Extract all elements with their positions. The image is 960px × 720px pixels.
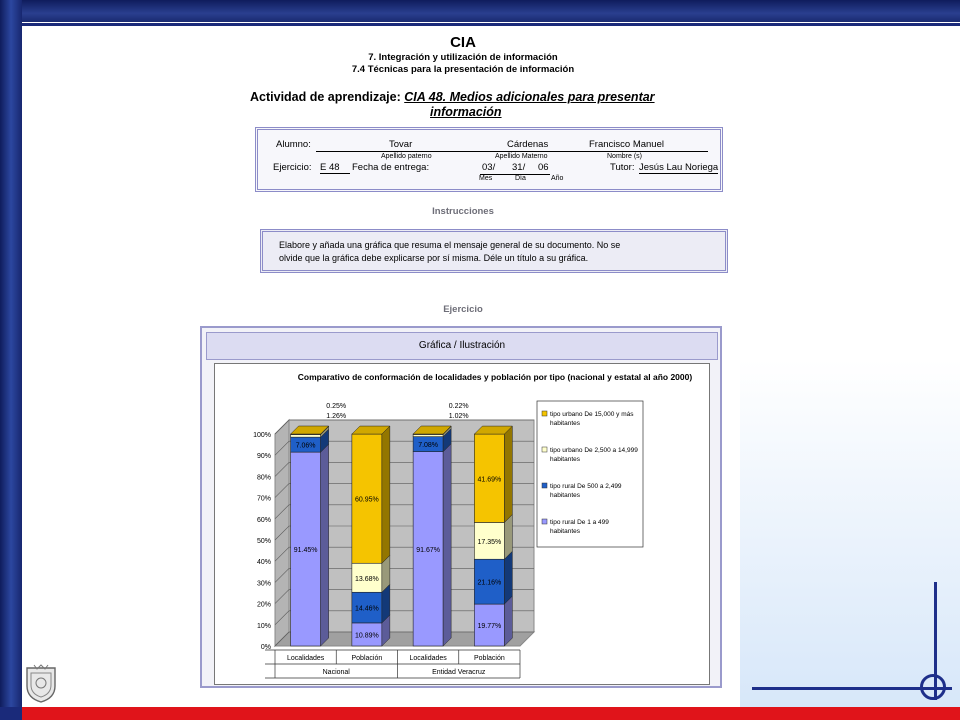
chart-area: [214, 363, 710, 685]
y-tick-label: 90%: [256, 453, 271, 461]
data-label: 91.67%: [416, 546, 440, 554]
background-gradient: [740, 360, 960, 707]
anio-caption: Año: [551, 175, 564, 182]
apellido-paterno-value: Tovar: [389, 139, 413, 150]
annotation-label: 1.02%: [448, 413, 469, 420]
top-banner: [0, 0, 960, 22]
nombre-caption: Nombre (s): [607, 153, 643, 160]
y-tick-label: 80%: [256, 474, 271, 482]
bar-segment-side: [504, 426, 512, 522]
y-tick-label: 40%: [256, 559, 271, 567]
alumno-label: Alumno:: [276, 139, 311, 150]
legend-label: habitantes: [550, 492, 580, 499]
annotation-label: 0.25%: [326, 403, 347, 410]
legend-label: habitantes: [550, 528, 580, 535]
data-label: 19.77%: [477, 623, 502, 631]
bottom-banner: [0, 707, 960, 720]
data-label: 13.68%: [355, 575, 379, 583]
bar-segment-side: [504, 596, 512, 646]
activity-label: Actividad de aprendizaje:: [250, 90, 401, 104]
x-tick-label: Población: [351, 655, 383, 662]
university-seal-icon: [24, 664, 58, 704]
y-tick-label: 20%: [256, 601, 271, 609]
subsection-heading: 7.4 Técnicas para la presentación de información: [351, 64, 575, 75]
legend-label: habitantes: [550, 420, 580, 427]
bar-segment-side: [443, 444, 451, 646]
tutor-label: Tutor:: [610, 162, 635, 173]
fecha-label: Fecha de entrega:: [352, 162, 430, 173]
data-label: 14.46%: [355, 605, 379, 613]
x-tick-label: Población: [474, 655, 505, 662]
legend-swatch: [542, 519, 547, 524]
bar-segment-side: [504, 551, 512, 604]
group-label: Nacional: [322, 669, 350, 676]
document-page: [188, 28, 738, 692]
annotation-label: 1.26%: [326, 413, 347, 420]
ejercicio-label: Ejercicio:: [273, 162, 312, 173]
section-heading: 7. Integración y utilización de información: [368, 52, 558, 63]
legend-label: tipo urbano De 2,500 a 14,999: [550, 447, 638, 454]
legend-swatch: [542, 447, 547, 452]
y-tick-label: 50%: [256, 538, 271, 545]
legend-label: tipo rural De 1 a 499: [550, 519, 609, 526]
top-divider: [22, 23, 960, 26]
fecha-anio: 06: [538, 162, 549, 173]
tutor-value: Jesús Lau Noriega: [639, 162, 719, 173]
apellido-paterno-caption: Apellido paterno: [381, 153, 432, 160]
apellido-materno-caption: Apellido Materno: [495, 153, 548, 160]
bar-segment-side: [382, 426, 390, 563]
bar-segment: [291, 435, 321, 438]
nombre-value: Francisco Manuel: [589, 139, 664, 150]
activity-title: CIA 48. Medios adicionales para presentar: [404, 90, 655, 104]
chart-frame: [200, 326, 722, 688]
data-label: 7.08%: [418, 442, 439, 450]
legend-swatch: [542, 483, 547, 488]
instructions-heading: Instrucciones: [432, 206, 494, 217]
data-label: 41.69%: [477, 476, 502, 484]
fecha-mes: 03/: [482, 162, 496, 173]
instructions-box: [260, 229, 728, 273]
x-tick-label: Localidades: [409, 655, 447, 662]
group-label: Entidad Veracruz: [432, 669, 486, 676]
mes-caption: Mes: [479, 175, 493, 182]
chart-banner: Gráfica / Ilustración: [206, 332, 718, 360]
exercise-heading: Ejercicio: [443, 304, 483, 315]
legend-label: habitantes: [550, 456, 580, 463]
fecha-dia: 31/: [512, 162, 526, 173]
data-label: 17.35%: [477, 538, 502, 546]
instructions-line-2: olvide que la gráfica debe explicarse por sí misma. Déle un título a su gráfica.: [279, 253, 589, 263]
page-title: CIA: [450, 34, 476, 51]
annotation-label: 0.22%: [448, 403, 469, 410]
left-banner: [0, 0, 22, 708]
y-tick-label: 70%: [256, 495, 271, 503]
y-tick-label: 0%: [260, 644, 271, 651]
x-tick-label: Localidades: [286, 655, 325, 662]
data-label: 60.95%: [355, 496, 379, 504]
stacked-bar-chart: [215, 364, 709, 684]
dia-caption: Día: [515, 175, 526, 182]
apellido-materno-value: Cárdenas: [507, 139, 549, 150]
instructions-line-1: Elabore y añada una gráfica que resuma el mensaje general de su documento. No se: [279, 240, 621, 250]
data-label: 7.06%: [295, 442, 316, 450]
legend-swatch: [542, 411, 547, 416]
legend-label: tipo rural De 500 a 2,499: [550, 483, 622, 490]
y-tick-label: 60%: [256, 516, 271, 524]
bar-segment: [413, 434, 443, 436]
legend-label: tipo urbano De 15,000 y más: [550, 411, 634, 418]
chart-title: Comparativo de conformación de localidades y población por tipo (nacional y estatal al año 2000): [297, 372, 693, 382]
decor-circle: [920, 674, 946, 700]
data-label: 10.89%: [355, 632, 379, 640]
data-label: 21.16%: [477, 579, 502, 587]
data-label: 91.45%: [293, 547, 318, 555]
activity-title-cont: información: [430, 105, 502, 119]
y-tick-label: 30%: [256, 580, 271, 588]
student-info-box: [255, 127, 723, 192]
bar-segment-side: [321, 444, 329, 646]
y-tick-label: 10%: [256, 622, 271, 630]
ejercicio-value: E 48: [320, 162, 350, 174]
y-tick-label: 100%: [253, 432, 271, 439]
activity-heading: [250, 90, 655, 104]
